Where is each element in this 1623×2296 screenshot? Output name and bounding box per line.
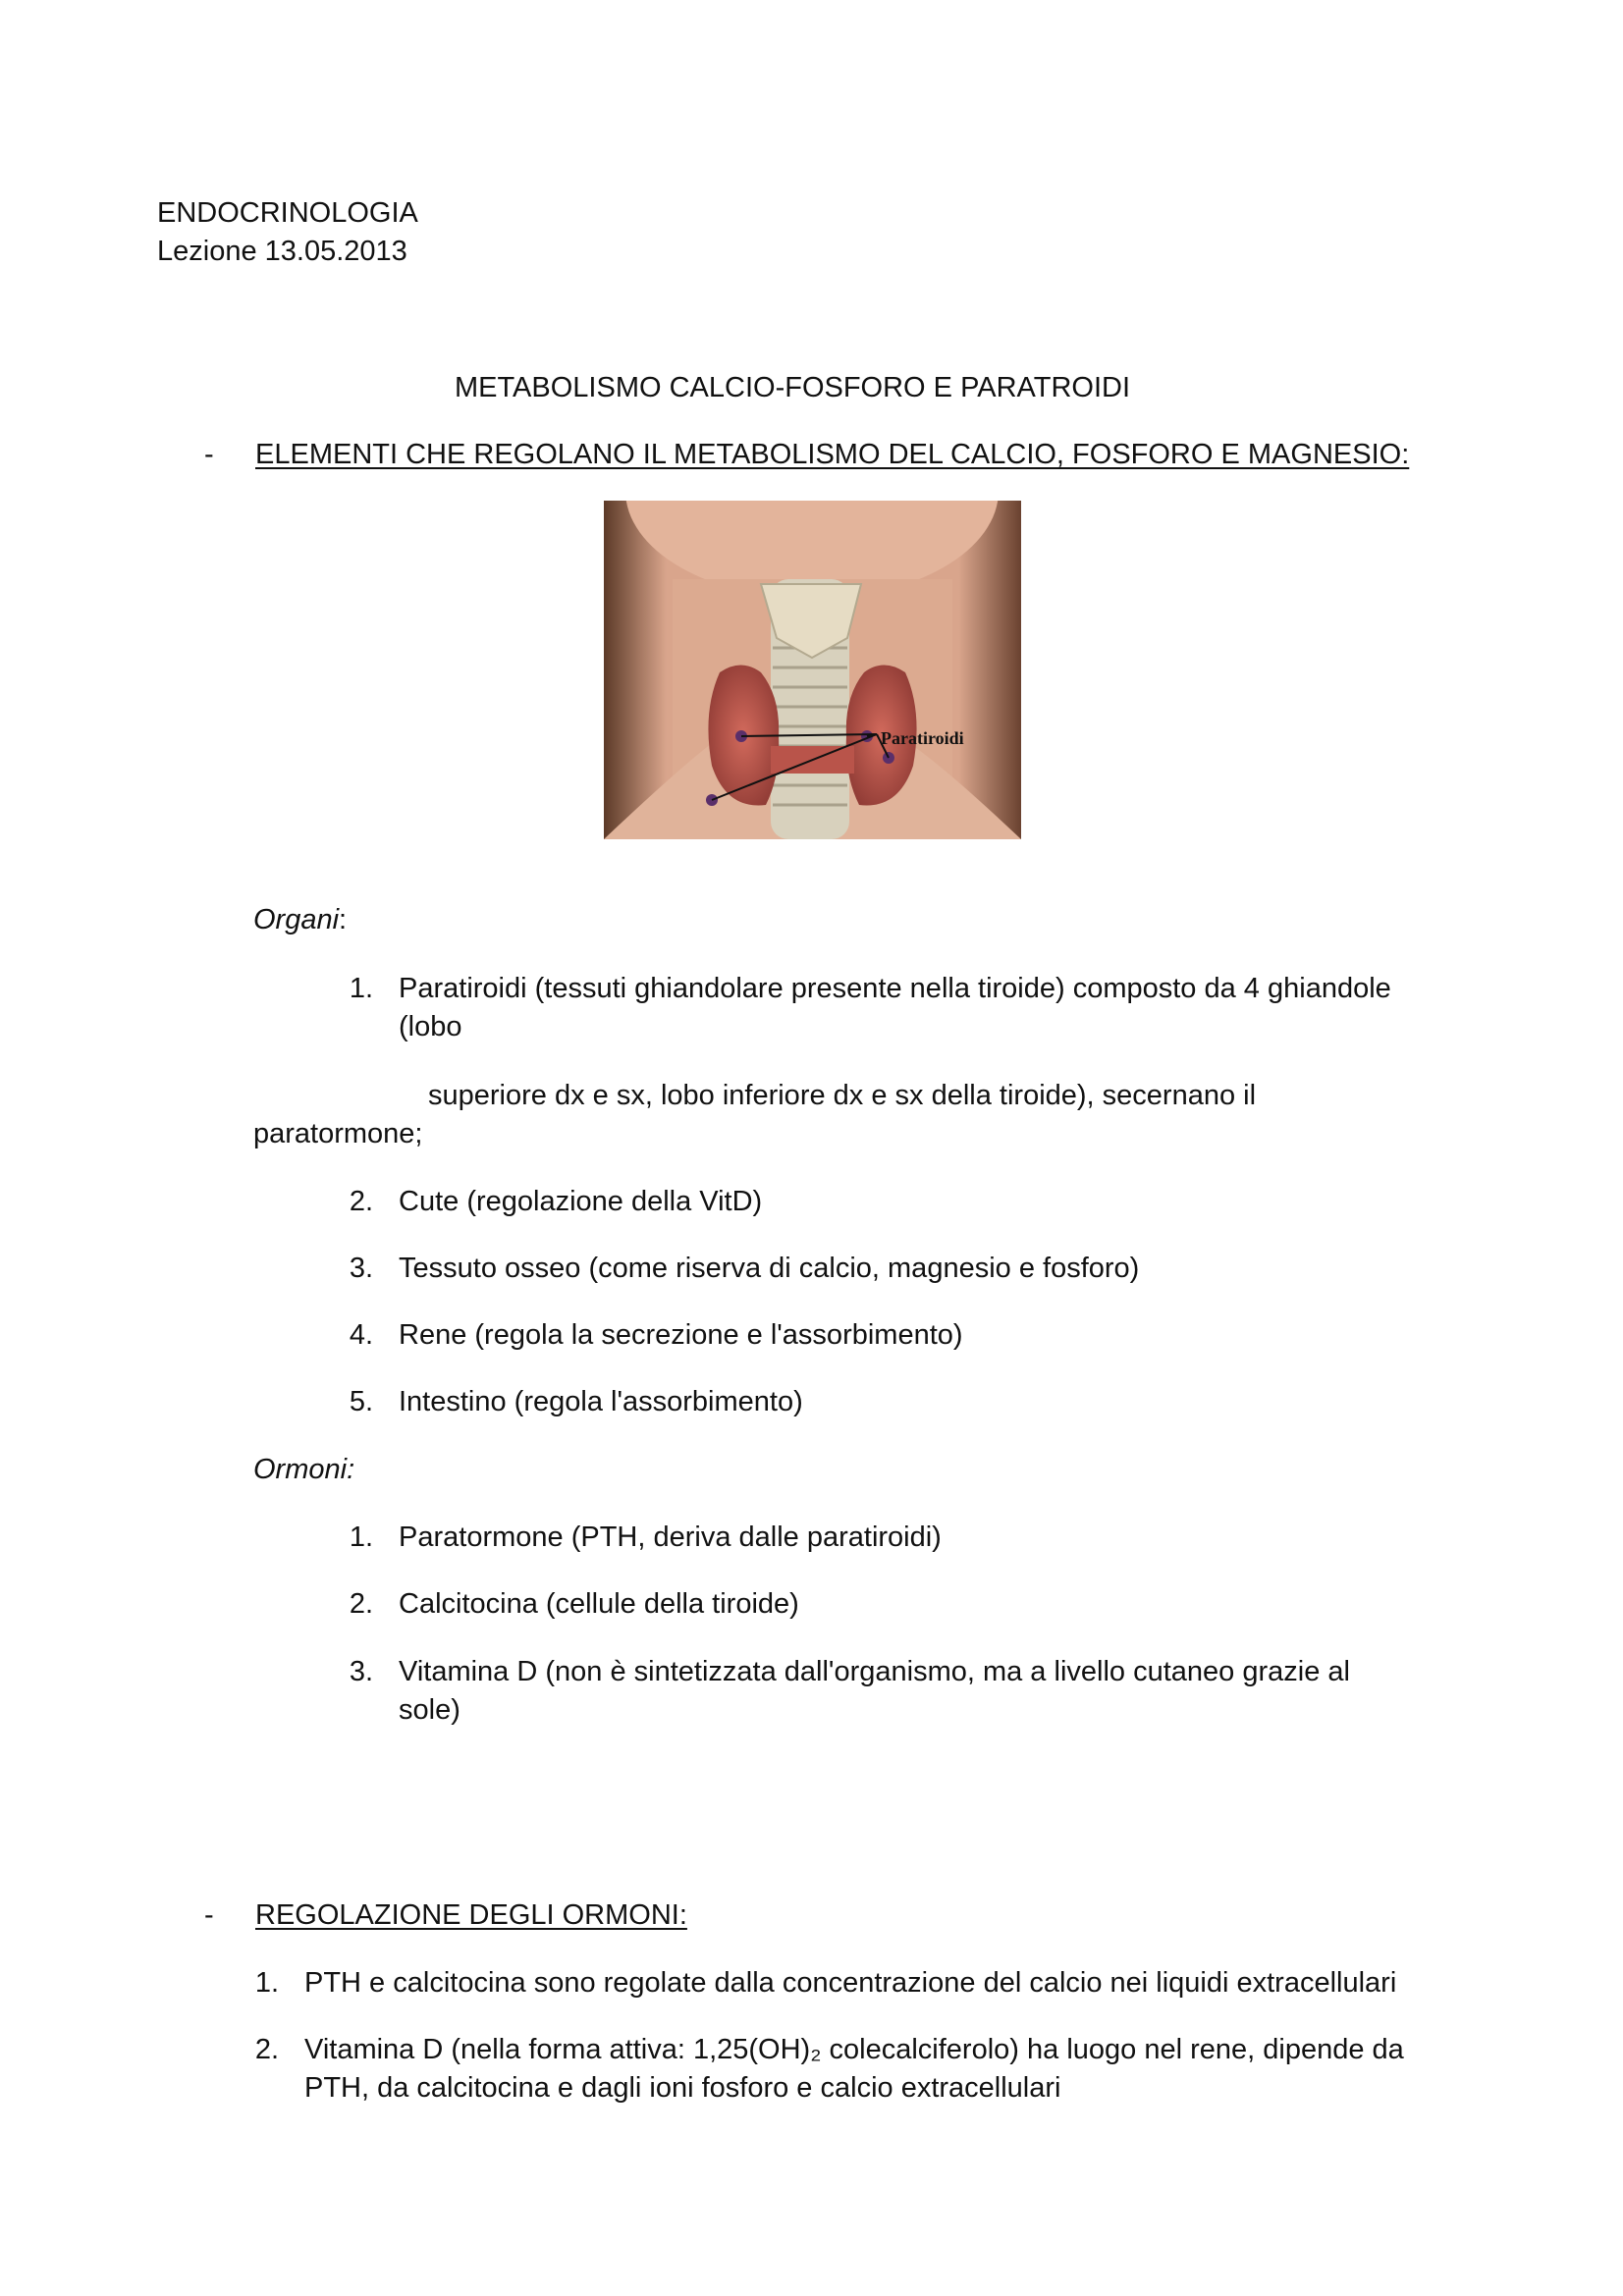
organ-item-text: Cute (regolazione della VitD) (399, 1186, 763, 1217)
organ-number: 2. (349, 1186, 373, 1217)
page-title: METABOLISMO CALCIO-FOSFORO E PARATROIDI (455, 372, 1131, 403)
figure-label: Paratiroidi (881, 728, 964, 748)
organ-item-text-cont: paratormone; (253, 1118, 423, 1149)
organ-item-text: superiore dx e sx, lobo inferiore dx e sx della tiroide), secernano il (428, 1080, 1257, 1111)
organ-item-text-cont: (lobo (399, 1011, 462, 1042)
regulation-number: 1. (254, 1967, 279, 1999)
hormone-item-text: Calcitocina (cellule della tiroide) (399, 1588, 799, 1620)
parathyroid-illustration (604, 501, 1021, 839)
hormone-item-text: Paratormone (PTH, deriva dalle paratiroidi) (399, 1522, 942, 1553)
regulation-item-text: PTH e calcitocina sono regolate dalla concentrazione del calcio nei liquidi extracellulari (304, 1967, 1397, 1999)
organ-number: 4. (349, 1319, 373, 1351)
organs-label: Organi (253, 904, 340, 935)
organ-number: 1. (349, 973, 373, 1004)
hormone-item-text-cont: sole) (399, 1694, 460, 1726)
regulation-item-text: Vitamina D (nella forma attiva: 1,25(OH)₂ colecalciferolo) ha luogo nel rene, dipende da (304, 2034, 1404, 2065)
organ-item-text: Rene (regola la secrezione e l'assorbimento) (399, 1319, 963, 1351)
section1-bullet: - (204, 439, 214, 470)
organs-label-line (253, 901, 347, 938)
hormones-label: Ormoni: (253, 1454, 355, 1485)
regulation-item-text-cont: PTH, da calcitocina e dagli ioni fosforo e calcio extracellulari (304, 2072, 1061, 2104)
organ-item-text: Paratiroidi (tessuti ghiandolare presente nella tiroide) composto da 4 ghiandole (399, 973, 1391, 1004)
organ-number: 5. (349, 1386, 373, 1417)
organ-number: 3. (349, 1253, 373, 1284)
course-name: ENDOCRINOLOGIA (157, 197, 418, 229)
lesson-date: Lezione 13.05.2013 (157, 236, 407, 267)
section2-bullet: - (204, 1899, 214, 1931)
section1-heading: ELEMENTI CHE REGOLANO IL METABOLISMO DEL CALCIO, FOSFORO E MAGNESIO: (255, 439, 1410, 470)
organs-colon: : (339, 904, 348, 935)
hormone-number: 3. (349, 1656, 373, 1687)
section2-heading: REGOLAZIONE DEGLI ORMONI: (255, 1899, 687, 1931)
hormone-number: 1. (349, 1522, 373, 1553)
hormone-number: 2. (349, 1588, 373, 1620)
regulation-number: 2. (254, 2034, 279, 2065)
organ-item-text: Intestino (regola l'assorbimento) (399, 1386, 803, 1417)
hormone-item-text: Vitamina D (non è sintetizzata dall'organismo, ma a livello cutaneo grazie al (399, 1656, 1350, 1687)
organ-item-text: Tessuto osseo (come riserva di calcio, magnesio e fosforo) (399, 1253, 1140, 1284)
